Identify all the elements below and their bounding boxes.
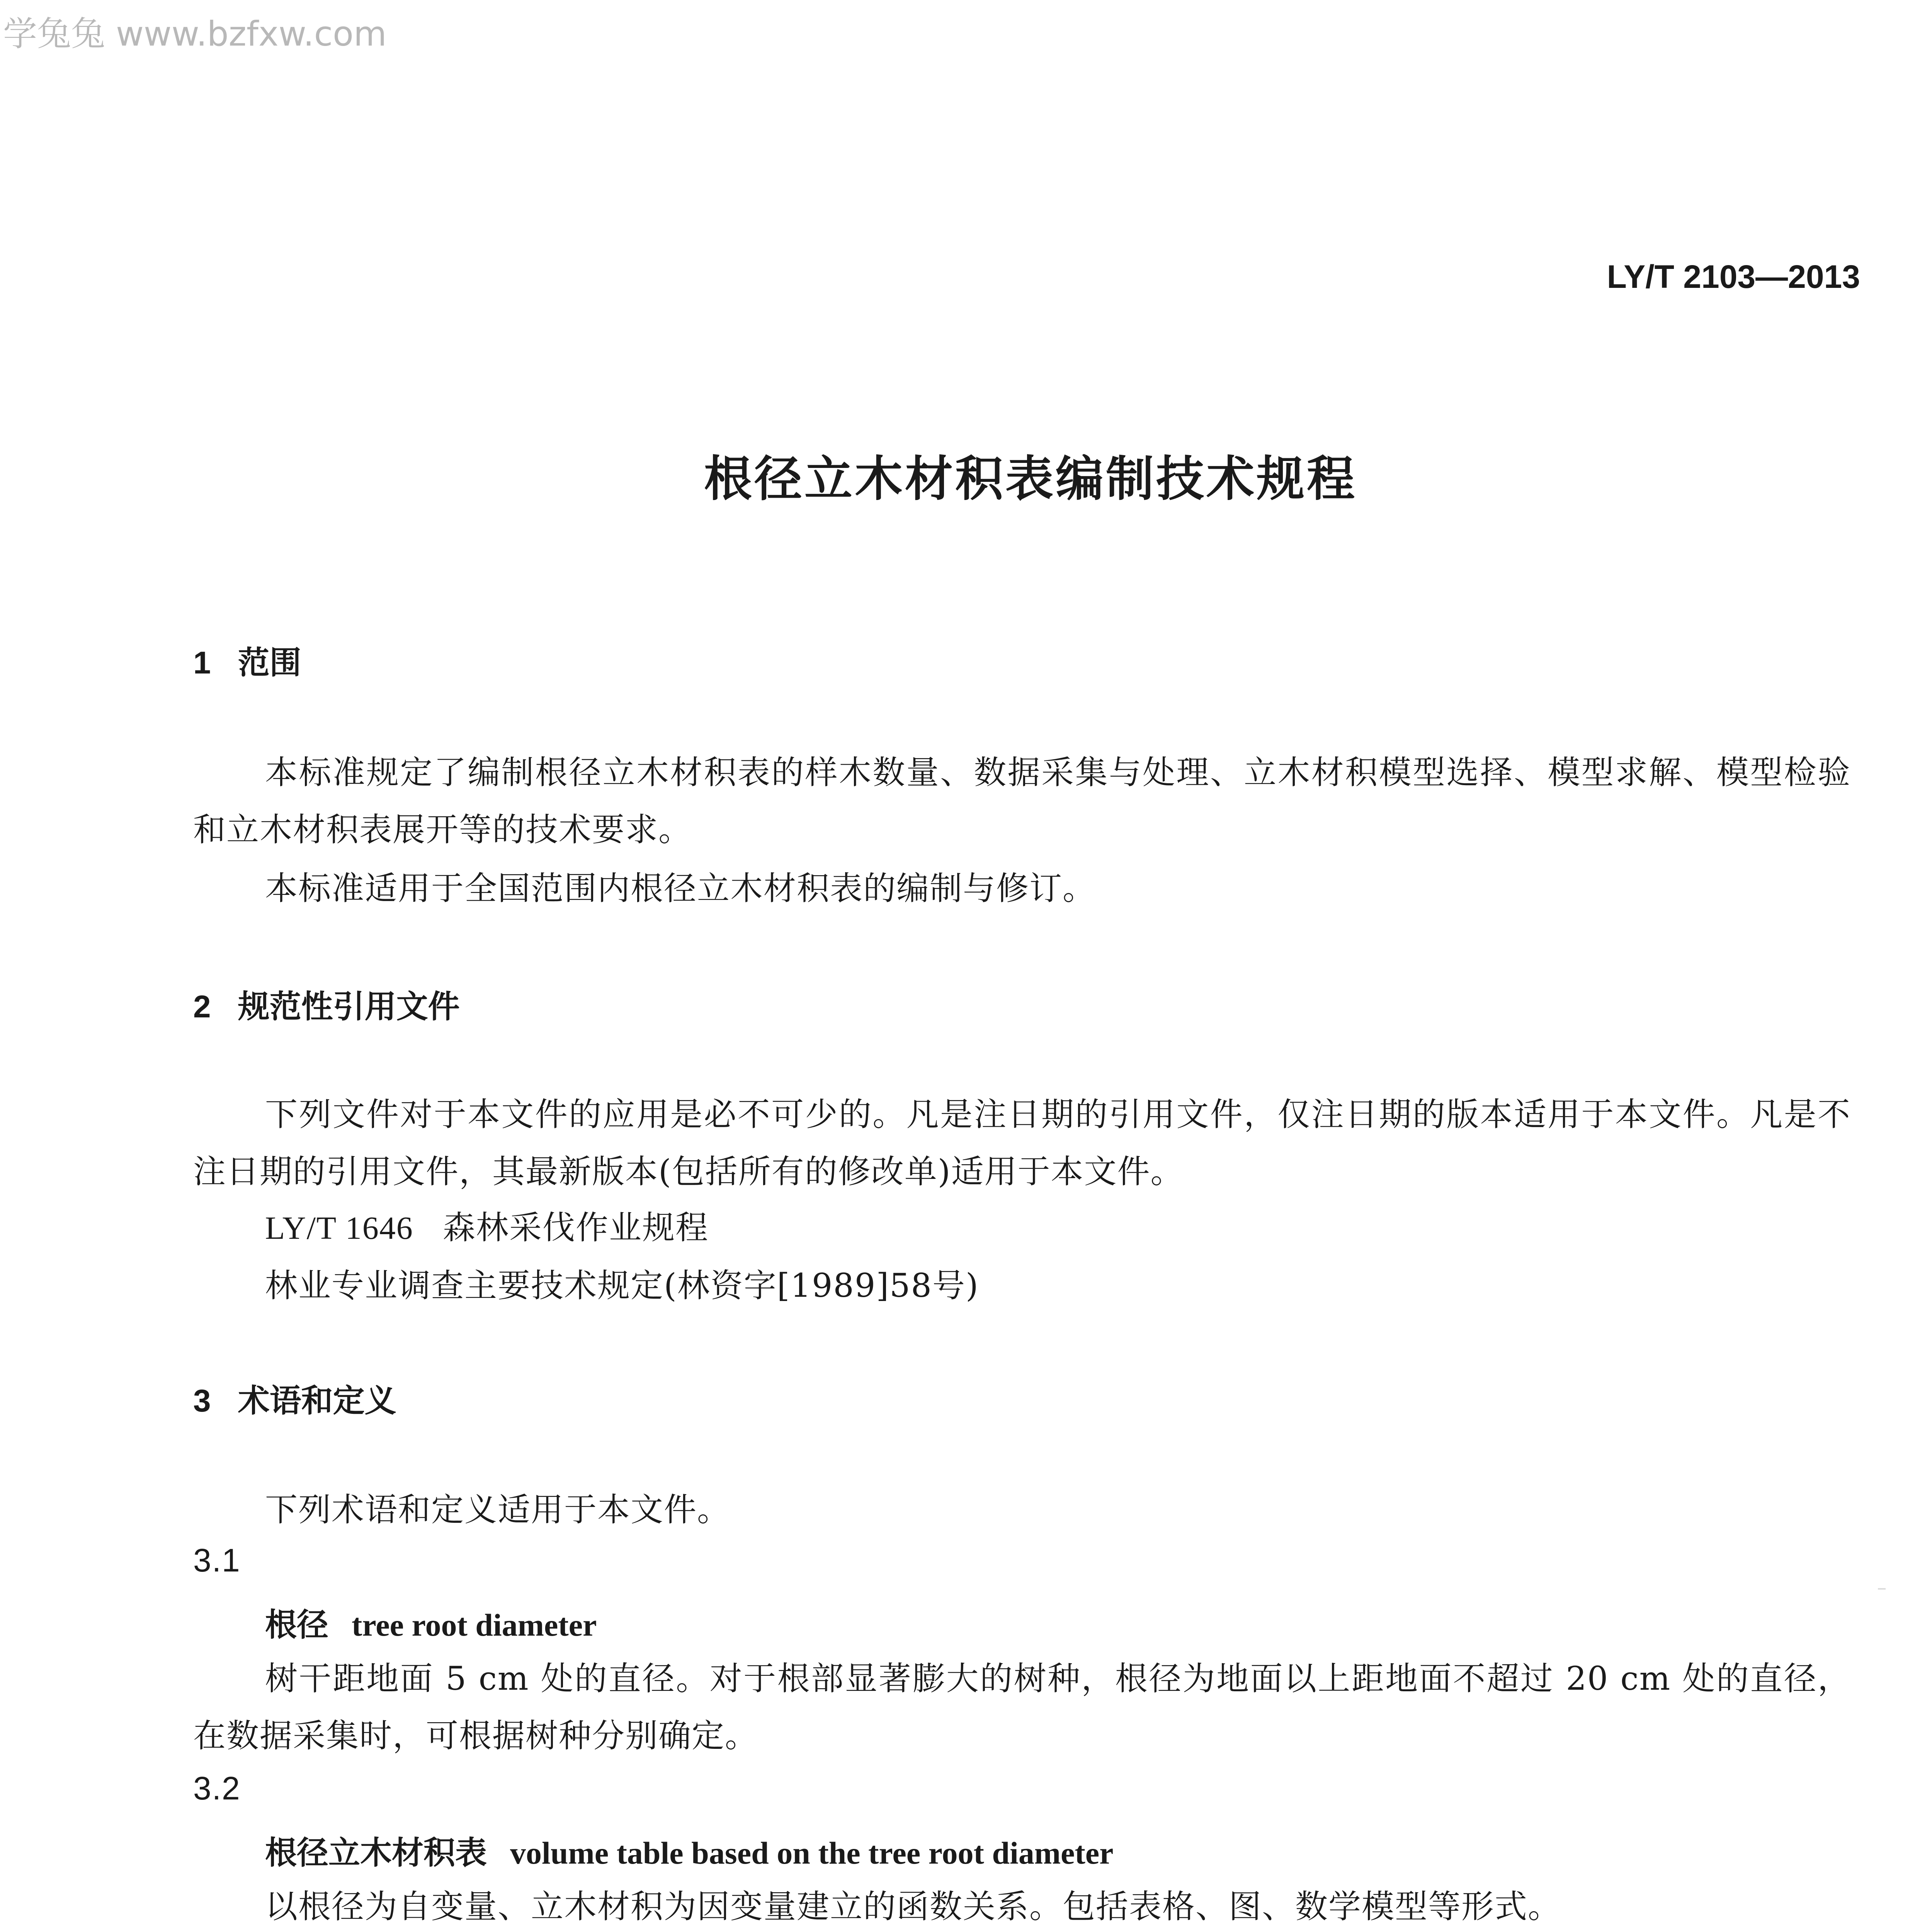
scan-speck [1878,1588,1886,1590]
reference-1-title: 森林采伐作业规程 [443,1209,709,1247]
section-3-intro: 下列术语和定义适用于本文件。 [265,1491,731,1529]
watermark-text: 学兔兔 www.bzfxw.com [3,14,387,54]
section-2-heading [193,981,460,1027]
section-2-number: 2 [193,989,211,1024]
standard-number: LY/T 2103—2013 [1607,259,1860,295]
reference-1-code: LY/T 1646 [265,1210,413,1246]
section-1-number: 1 [193,645,211,680]
reference-2: 林业专业调查主要技术规定(林资字[1989]58号) [265,1267,979,1304]
term-3-1-chinese: 根径 [265,1607,329,1643]
term-3-1-definition: 树干距地面 5 cm 处的直径。对于根部显著膨大的树种，根径为地面以上距地面不超过 20 cm 处的直径，在数据采集时，可根据树种分别确定。 [193,1660,1851,1755]
section-3-number: 3 [193,1383,211,1418]
term-3-2 [265,1828,1114,1873]
term-3-2-chinese: 根径立木材积表 [265,1835,487,1871]
term-3-2-english: volume table based on the tree root diameter [510,1835,1114,1871]
section-3-heading [193,1376,396,1421]
section-2-paragraph-1: 下列文件对于本文件的应用是必不可少的。凡是注日期的引用文件，仅注日期的版本适用于本文件。凡是不注日期的引用文件，其最新版本(包括所有的修改单)适用于本文件。 [193,1095,1851,1190]
section-1-paragraph-1: 本标准规定了编制根径立木材积表的样木数量、数据采集与处理、立木材积模型选择、模型求解、模型检验和立木材积表展开等的技术要求。 [193,753,1851,849]
term-3-1-english: tree root diameter [352,1607,597,1643]
term-3-2-definition: 以根径为自变量、立木材积为因变量建立的函数关系。包括表格、图、数学模型等形式。 [265,1888,1561,1925]
term-3-1-number: 3.1 [193,1542,241,1578]
section-1-heading [193,638,301,683]
section-1-title: 范围 [238,645,301,681]
term-3-2-number: 3.2 [193,1770,241,1806]
term-3-1 [265,1600,597,1645]
section-2-title: 规范性引用文件 [238,988,460,1025]
reference-1 [265,1202,709,1248]
section-1-paragraph-2: 本标准适用于全国范围内根径立木材积表的编制与修订。 [265,869,1096,907]
section-3-title: 术语和定义 [238,1383,396,1419]
document-title: 根径立木材积表编制技术规程 [704,451,1357,507]
